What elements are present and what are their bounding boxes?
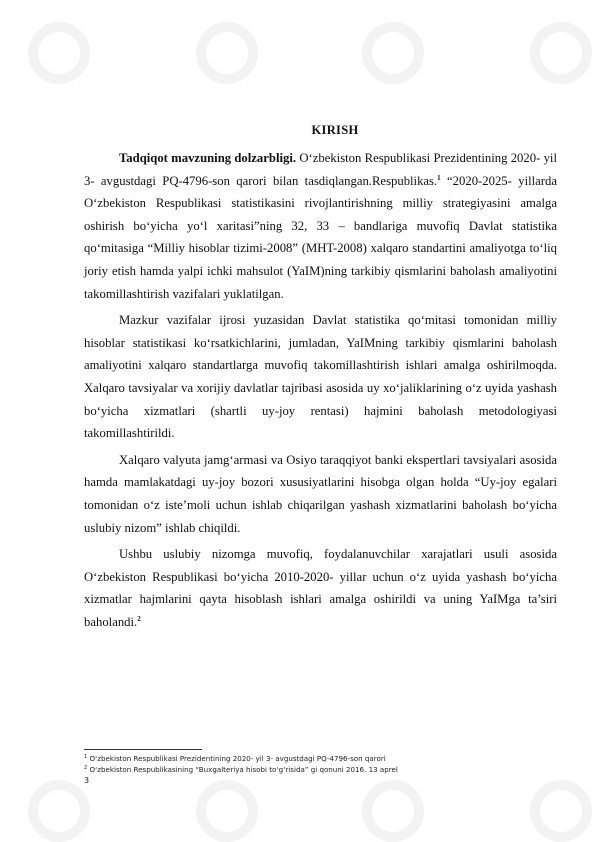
watermark-shape [362,22,424,84]
footnote-ref[interactable]: 2 [137,614,141,623]
footnote-item [84,753,557,764]
watermark-shape [362,780,424,842]
footnote-item [84,764,557,775]
page-number: 3 [84,776,90,785]
watermark-shape [28,780,90,842]
footnote-ref[interactable]: 1 [437,173,441,182]
paragraph-text: Ushbu uslubiy nizomga muvofiq, foydalanuvchilar xarajatlari usuli asosida O‘zbekiston Respublikasi bo‘yicha 2010-2020- yillar uchun o‘z uyida yashash bo‘yicha xizmatlar hajmlarini qayta hisoblash ishlari amalga oshirildi va uning YaIMga ta’siri baholandi. [84,547,557,629]
footnotes [84,753,557,786]
paragraph-2: Mazkur vazifalar ijrosi yuzasidan Davlat statistika qo‘mitasi tomonidan milliy hisoblar statistikasi ko‘rsatkichlarini, jumladan, YaIMning tarkibiy qismlarini baholash amaliyotini xalqaro standartlarga muvofiq takomillashtirish ishlari amalga oshirilmoqda. Xalqaro tavsiyalar va xorijiy davlatlar tajribasi asosida uy xo‘jaliklarining o‘z uyida yashash bo‘yicha xizmatlari (shartli uy-joy rentasi) hajmini baholash metodologiyasi takomillashtirildi. [84,313,557,441]
watermark-shape [196,22,258,84]
document-body [84,147,557,637]
paragraph-text: O‘zbekiston Respublikasi Prezidentining 2020- yil 3- avgustdagi PQ-4796-son qarori bilan tasdiqlangan.Respublikas. [84,151,557,188]
paragraph-lead: Tadqiqot mavzuning dolzarbligi. [119,151,297,165]
section-heading: KIRISH [311,123,359,137]
paragraph-3: Xalqaro valyuta jamg‘armasi va Osiyo taraqqiyot banki ekspertlari tavsiyalari asosida hamda mamlakatdagi uy-joy bozori xususiyatlarini hisobga olgan holda “Uy-joy egalari tomonidan o‘z iste’moli uchun ishlab chiqarilgan yashash xizmatlarini baholash bo‘yicha uslubiy nizom” ishlab chiqildi. [84,452,557,535]
footnote-mark: 2 [84,765,88,771]
watermark-shape [530,22,592,84]
paragraph-1 [84,147,557,305]
footnote-text: O‘zbekiston Respublikasi Prezidentining 2020- yil 3- avgustdagi PQ-4796-son qarori [87,754,386,763]
watermark-shape [196,780,258,842]
watermark-shape [530,780,592,842]
paragraph-4 [84,543,557,633]
footnote-mark: 1 [84,754,88,760]
paragraph-text: “2020-2025- yillarda O‘zbekiston Respublikasi statistikasini rivojlantirishning milliy strategiyasini amalga oshirish bo‘yicha yo‘l xaritasi”ning 32, 33 – bandlariga muvofiq Davlat statistika qo‘mitasiga “Milliy hisoblar tizimi-2008” (MHT-2008) xalqaro standartini amaliyotga to‘liq joriy etish hamda yalpi ichki mahsulot (YaIM)ning tarkibiy qismlarini baholash amaliyotini takomillashtirish vazifalari yuklatilgan. [84,173,557,301]
footnote-divider [84,749,202,750]
footnote-text: O‘zbekiston Respublikasining “Buxgalteriya hisobi to‘g‘risida” gi qonuni 2016. 13 aprel [87,765,398,774]
watermark-shape [28,22,90,84]
